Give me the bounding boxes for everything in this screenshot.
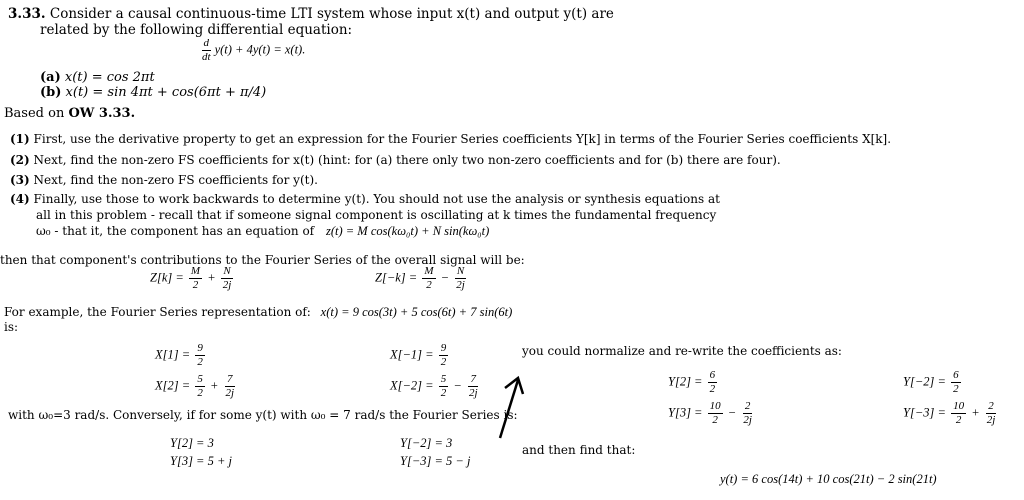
step-4-line-3: ω₀ - that it, the component has an equation of z(t) = M cos(kω₀t) + N sin(kω₀t) xyxy=(36,224,490,238)
differential-equation xyxy=(198,38,305,63)
y3-equation: Y[3] = 5 + j xyxy=(170,454,233,468)
x2-equation: X[2] = $\frac{5}{2}$ + $\frac{7}{2j}$ xyxy=(155,373,235,399)
problem-number: 3.33. xyxy=(8,6,46,22)
problem-intro: Consider a causal continuous-time LTI system whose input x(t) and output y(t) are xyxy=(49,6,614,22)
step-2: (2) Next, find the non-zero FS coefficients for x(t) (hint: for (a) there only two non-zero coefficients and for (b) there are four). xyxy=(10,153,781,167)
xm2-equation: X[−2] = $\frac{5}{2}$ − $\frac{7}{2j}$ xyxy=(390,373,478,399)
ym3-normalized: Y[−3] = $\frac{10}{2}$ + $\frac{2}{2j}$ xyxy=(903,400,996,426)
x1-equation: X[1] = $\frac{9}{2}$ xyxy=(155,342,203,368)
ode-rest: y(t) + 4y(t) = x(t). xyxy=(214,42,306,57)
reference: OW 3.33. xyxy=(68,106,136,121)
y2-normalized: Y[2] = $\frac{6}{2}$ xyxy=(668,369,716,395)
problem-intro-2: related by the following differential equation: xyxy=(40,22,353,38)
step-1: (1) First, use the derivative property to get an expression for the Fourier Series coefficients Y[k] in terms of the Fourier Series coefficients X[k]. xyxy=(10,132,892,146)
example-is: is: xyxy=(4,320,19,334)
conversely-text: with ω₀=3 rad/s. Conversely, if for some y(t) with ω₀ = 7 rad/s the Fourier Series is: xyxy=(8,408,518,422)
derivative-operator: $\frac{d}{dt}$ xyxy=(202,37,211,63)
ym2-normalized: Y[−2] = $\frac{6}{2}$ xyxy=(903,369,959,395)
step-3: (3) Next, find the non-zero FS coefficients for y(t). xyxy=(10,173,318,187)
component-equation: z(t) = M cos(kω₀t) + N sin(kω₀t) xyxy=(325,224,490,238)
problem-header xyxy=(8,6,614,22)
y2-equation: Y[2] = 3 xyxy=(170,436,214,450)
final-equation: y(t) = 6 cos(14t) + 10 cos(21t) − 2 sin(21t) xyxy=(720,472,937,486)
example-equation: x(t) = 9 cos(3t) + 5 cos(6t) + 7 sin(6t) xyxy=(320,305,513,319)
arrow-up-icon xyxy=(490,372,530,442)
example-text: For example, the Fourier Series representation of: x(t) = 9 cos(3t) + 5 cos(6t) + 7 sin(6t) xyxy=(4,305,513,319)
zk-equation: Z[k] = $\frac{M}{2}$ + $\frac{N}{2j}$ xyxy=(150,265,232,291)
part-a: (a) x(t) = cos 2πt xyxy=(40,70,155,85)
normalize-text: you could normalize and re-write the coefficients as: xyxy=(522,344,842,358)
step-4-line-2: all in this problem - recall that if someone signal component is oscillating at k times the fundamental frequency xyxy=(36,208,717,222)
ym3-equation: Y[−3] = 5 − j xyxy=(400,454,471,468)
part-b: (b) x(t) = sin 4πt + cos(6πt + π/4) xyxy=(40,85,267,100)
part-b-equation: x(t) = sin 4πt + cos(6πt + π/4) xyxy=(65,85,267,100)
based-on: Based on OW 3.33. xyxy=(4,106,136,121)
ym2-equation: Y[−2] = 3 xyxy=(400,436,453,450)
y3-normalized: Y[3] = $\frac{10}{2}$ − $\frac{2}{2j}$ xyxy=(668,400,752,426)
xm1-equation: X[−1] = $\frac{9}{2}$ xyxy=(390,342,447,368)
zmk-equation: Z[−k] = $\frac{M}{2}$ − $\frac{N}{2j}$ xyxy=(375,265,465,291)
part-a-equation: x(t) = cos 2πt xyxy=(64,70,155,85)
then-find-text: and then find that: xyxy=(522,443,636,457)
step-4: (4) Finally, use those to work backwards to determine y(t). You should not use the analysis or synthesis equations at xyxy=(10,192,720,206)
contributions-text: then that component's contributions to the Fourier Series of the overall signal will be: xyxy=(0,253,525,267)
